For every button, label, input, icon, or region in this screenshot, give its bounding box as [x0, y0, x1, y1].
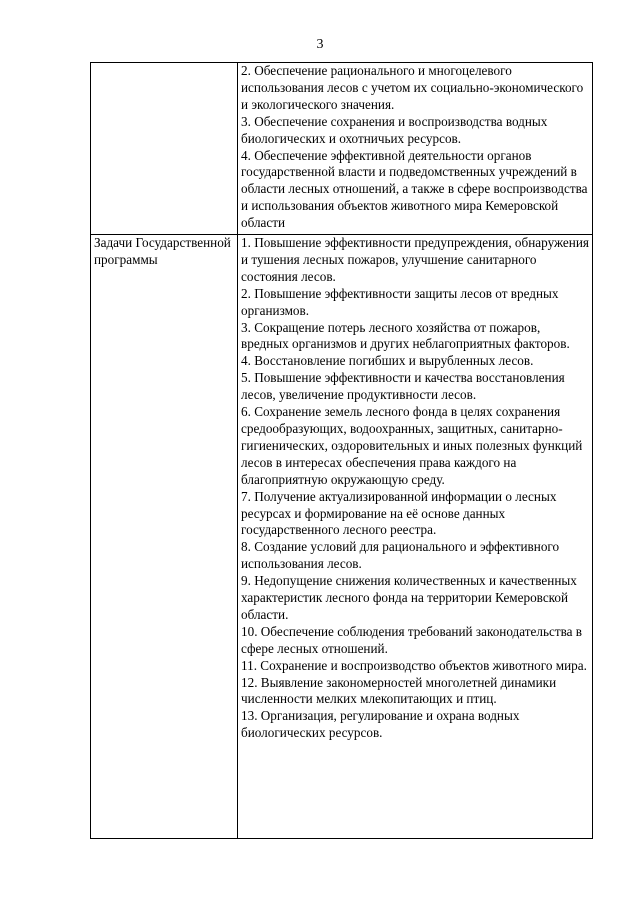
- goal-item: 4. Обеспечение эффективной деятельности органов государственной власти и подведомственных учреждений в области лесных отношений, а также в сфере воспроизводства и использования объектов животного мира Кемеровской области: [241, 147, 588, 231]
- table-row-goals: [91, 63, 593, 235]
- task-item: 7. Получение актуализированной информации о лесных ресурсах и формирование на её основе данных государственного лесного реестра.: [241, 488, 557, 538]
- page-number: 3: [316, 37, 324, 52]
- task-item: 4. Восстановление погибших и вырубленных лесов.: [241, 353, 534, 369]
- goal-item: 2. Обеспечение рационального и многоцелевого использования лесов с учетом их социально-экономического и экологического значения.: [241, 63, 584, 112]
- goal-item: 3. Обеспечение сохранения и воспроизводства водных биологических и охотничьих ресурсов.: [241, 113, 548, 146]
- task-item: 1. Повышение эффективности предупреждения, обнаружения и тушения лесных пожаров, улучшение санитарного состояния лесов.: [241, 235, 589, 284]
- task-item: 8. Создание условий для рационального и эффективного использования лесов.: [241, 539, 560, 572]
- row-content-cell: [238, 235, 593, 839]
- task-item: 2. Повышение эффективности защиты лесов от вредных организмов.: [241, 285, 559, 318]
- task-item: 11. Сохранение и воспроизводство объектов животного мира.: [241, 657, 587, 673]
- table-row-tasks: [91, 235, 593, 839]
- task-item: 13. Организация, регулирование и охрана водных биологических ресурсов.: [241, 708, 520, 741]
- task-item: 9. Недопущение снижения количественных и качественных характеристик лесного фонда на территории Кемеровской области.: [241, 573, 577, 622]
- task-item: 12. Выявление закономерностей многолетней динамики численности мелких млекопитающих и птиц.: [241, 674, 557, 707]
- task-item: 6. Сохранение земель лесного фонда в целях сохранения средообразующих, водоохранных, защитных, санитарно-гигиенических, оздоровительных и иных полезных функций лесов в интересах обеспечения права каждого на благоприятную окружающую среду.: [241, 404, 583, 487]
- program-passport-table: [90, 62, 593, 839]
- task-item: 5. Повышение эффективности и качества восстановления лесов, увеличение продуктивности лесов.: [241, 370, 565, 403]
- row-label-cell: Задачи Государственной программы: [91, 235, 238, 839]
- task-item: 3. Сокращение потерь лесного хозяйства от пожаров, вредных организмов и других неблагоприятных факторов.: [241, 319, 570, 352]
- row-label-cell: [91, 63, 238, 235]
- row-content-cell: [238, 63, 593, 235]
- task-item: 10. Обеспечение соблюдения требований законодательства в сфере лесных отношений.: [241, 623, 583, 656]
